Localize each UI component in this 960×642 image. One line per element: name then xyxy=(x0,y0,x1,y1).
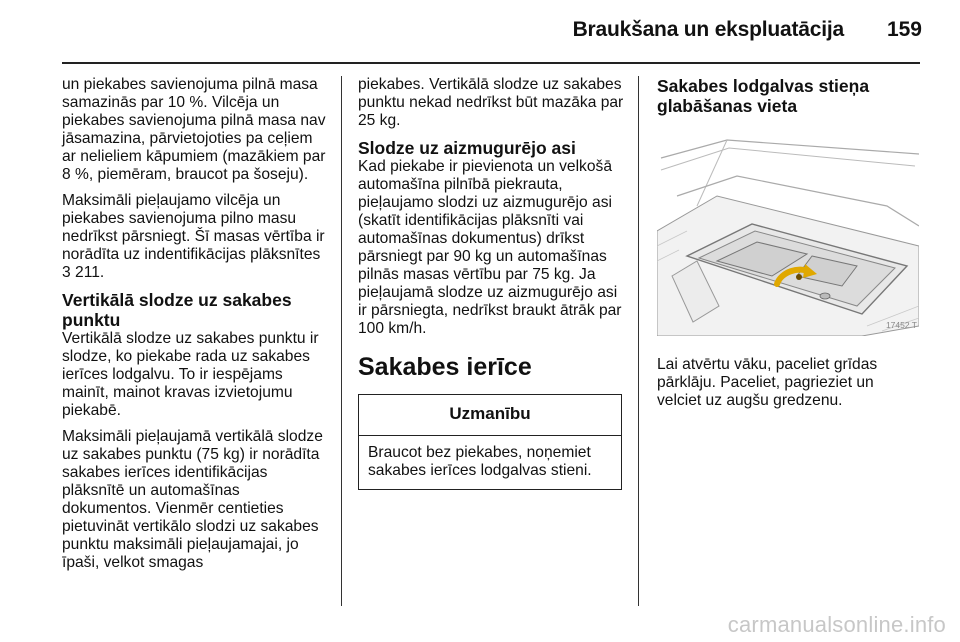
paragraph: un piekabes savienojuma pilnā masa samazinās par 10 %. Vilcēja un piekabes savienojuma pilnā masa nav jāsamazina, pārvietojoties pa ceļiem ar nelieliem kāpumiem (mazākiem par 8 %, piemēram, braucot pa šoseju). xyxy=(62,76,326,183)
trunk-floor-illustration xyxy=(657,136,919,336)
heading-towing-device: Sakabes ierīce xyxy=(358,353,532,381)
heading-rear-axle-load: Slodze uz aizmugurējo asi xyxy=(358,138,576,158)
column-3 xyxy=(657,76,921,418)
warning-text: Braucot bez piekabes, noņemiet sakabes ierīces lodgalvas stieni. xyxy=(368,444,592,479)
storage-illustration xyxy=(657,136,919,336)
paragraph: Maksimāli pieļaujamā vertikālā slodze uz sakabes punktu (75 kg) ir norādīta sakabes ierīces identifikācijas plāksnītē un automašīnas dokumentos. Vienmēr centieties pietuvināt vertikālo slodzi uz sakabes punktu maksimāli pieļaujamajai, jo īpaši, velkot smagas xyxy=(62,428,323,571)
warning-title: Uzmanību xyxy=(359,395,621,436)
paragraph: Lai atvērtu vāku, paceliet grīdas pārklāju. Paceliet, pagrieziet un velciet uz augšu gredzenu. xyxy=(657,356,878,409)
column-divider-1 xyxy=(341,76,342,606)
heading-vertical-load: Vertikālā slodze uz sakabes punktu xyxy=(62,290,292,330)
warning-box xyxy=(358,394,622,490)
watermark: carmanualsonline.info xyxy=(727,612,946,637)
heading-storage: Sakabes lodgalvas stieņa glabāšanas vieta xyxy=(657,76,870,116)
page-reference-link[interactable]: 211. xyxy=(75,264,105,281)
running-head: Braukšana un ekspluatācija xyxy=(572,18,844,41)
paragraph: Kad piekabe ir pievienota un velkošā automašīna pilnībā piekrauta, pieļaujamo slodzi uz aizmugurējo asi (skatīt identifikācijas plāksnīti vai automašīnas dokumentus) drīkst pārsniegt par 90 kg un automašīnas pilnās masas vērtību par 75 kg. Ja pieļaujamā slodze uz aizmugurējo asi ir pārsniegta, nedrīkst braukt ātrāk par 100 km/h. xyxy=(358,158,622,337)
page-number: 159 xyxy=(886,18,922,41)
column-2 xyxy=(358,76,624,490)
paragraph: Vertikālā slodze uz sakabes punktu ir slodze, ko piekabe rada uz sakabes ierīces lodgalvu. To ir iespējams mainīt, mainot kravas izvietojumu piekabē. xyxy=(62,330,319,419)
paragraph-text: Maksimāli pieļaujamo vilcēja un piekabes savienojuma pilno masu nedrīkst pārsniegt. Šī masas vērtība ir norādīta uz indentifikācijas plāksnītes xyxy=(62,192,325,263)
column-divider-2 xyxy=(638,76,639,606)
paragraph: piekabes. Vertikālā slodze uz sakabes punktu nekad nedrīkst būt mazāka par 25 kg. xyxy=(358,76,624,129)
page-reference-icon: 3 xyxy=(62,264,71,281)
column-1 xyxy=(62,76,328,580)
figure-code: 17452 T xyxy=(885,320,917,330)
paragraph xyxy=(62,192,328,282)
header-divider xyxy=(62,62,920,64)
